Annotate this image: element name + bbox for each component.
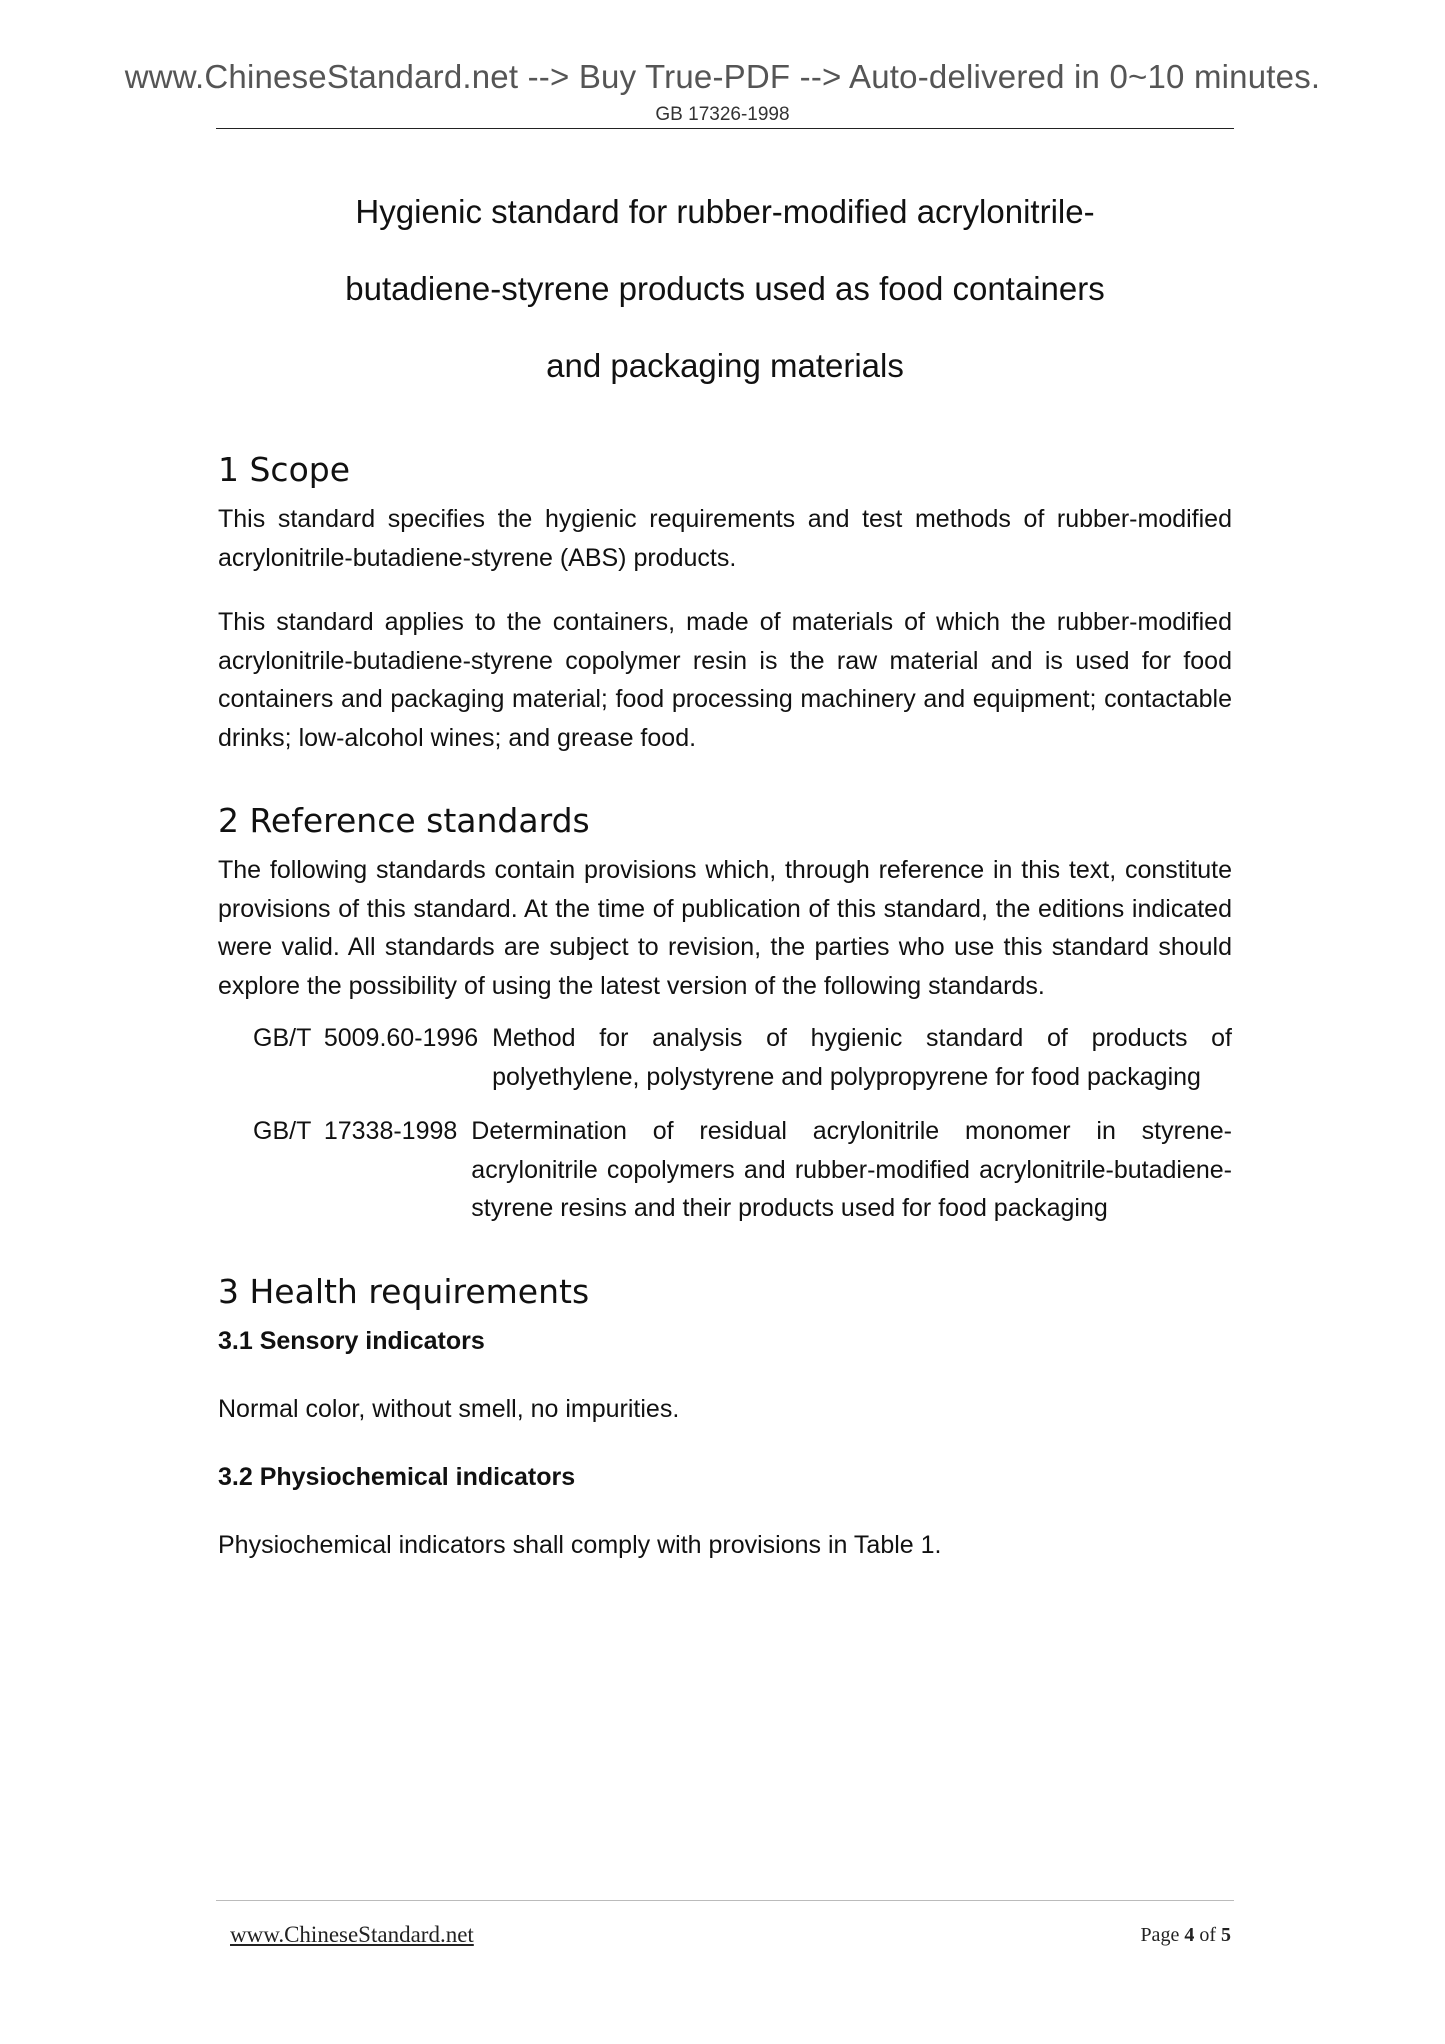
page-total: 5 bbox=[1221, 1924, 1231, 1946]
subsection-heading-sensory: 3.1 Sensory indicators bbox=[218, 1326, 485, 1355]
document-number: GB 17326-1998 bbox=[655, 104, 790, 125]
reference-title: Method for analysis of hygienic standard of products of polyethylene, polystyrene and polypropyrene for food packaging bbox=[492, 1024, 1232, 1091]
subsection-heading-physio: 3.2 Physiochemical indicators bbox=[218, 1463, 576, 1491]
document-title bbox=[216, 190, 1234, 421]
footer-website-link[interactable]: www.ChineseStandard.net bbox=[230, 1922, 474, 1947]
scope-paragraph-2: This standard applies to the containers, made of materials of which the rubber-modified acrylonitrile-butadiene-styrene copolymer resin is the raw material and is used for food containers and packaging material; food processing machinery and equipment; contactable drinks; low-alcohol wines; and grease food. bbox=[218, 608, 1232, 752]
section-scope bbox=[218, 448, 1232, 757]
section-heading-health: 3 Health requirements bbox=[218, 1271, 590, 1311]
title-line-1: Hygienic standard for rubber-modified acrylonitrile- bbox=[355, 193, 1095, 230]
header-divider bbox=[216, 128, 1234, 129]
title-line-2: butadiene-styrene products used as food containers bbox=[345, 270, 1105, 307]
reference-title: Determination of residual acrylonitrile monomer in styrene-acrylonitrile copolymers and rubber-modified acrylonitrile-butadiene-styrene resins and their products used for food packaging bbox=[471, 1117, 1232, 1222]
reference-item bbox=[253, 1019, 1232, 1096]
references-intro: The following standards contain provisions which, through reference in this text, constitute provisions of this standard. At the time of publication of this standard, the editions indicated were valid. All standards are subject to revision, the parties who use this standard should explore the possibility of using the latest version of the following standards. bbox=[218, 856, 1232, 1000]
section-health bbox=[218, 1270, 1232, 1565]
physio-text: Physiochemical indicators shall comply with provisions in Table 1. bbox=[218, 1531, 942, 1559]
section-heading-scope: 1 Scope bbox=[218, 450, 351, 489]
page-current: 4 bbox=[1184, 1924, 1195, 1946]
reference-item bbox=[253, 1112, 1232, 1228]
page-indicator bbox=[1140, 1924, 1231, 1947]
title-line-3: and packaging materials bbox=[546, 347, 904, 384]
section-heading-references: 2 Reference standards bbox=[218, 801, 590, 840]
footer-divider bbox=[216, 1900, 1234, 1901]
reference-code: GB/T 5009.60-1996 bbox=[253, 1024, 479, 1052]
page-prefix: Page bbox=[1140, 1924, 1185, 1946]
reference-code: GB/T 17338-1998 bbox=[253, 1117, 458, 1145]
scope-paragraph-1: This standard specifies the hygienic requirements and test methods of rubber-modified acrylonitrile-butadiene-styrene (ABS) products. bbox=[218, 505, 1232, 572]
section-references bbox=[218, 799, 1232, 1228]
document-body bbox=[218, 448, 1232, 1591]
sensory-text: Normal color, without smell, no impurities. bbox=[218, 1394, 680, 1423]
page-of: of bbox=[1194, 1924, 1221, 1946]
header-banner: www.ChineseStandard.net --> Buy True-PDF --> Auto-delivered in 0~10 minutes. bbox=[124, 58, 1321, 95]
